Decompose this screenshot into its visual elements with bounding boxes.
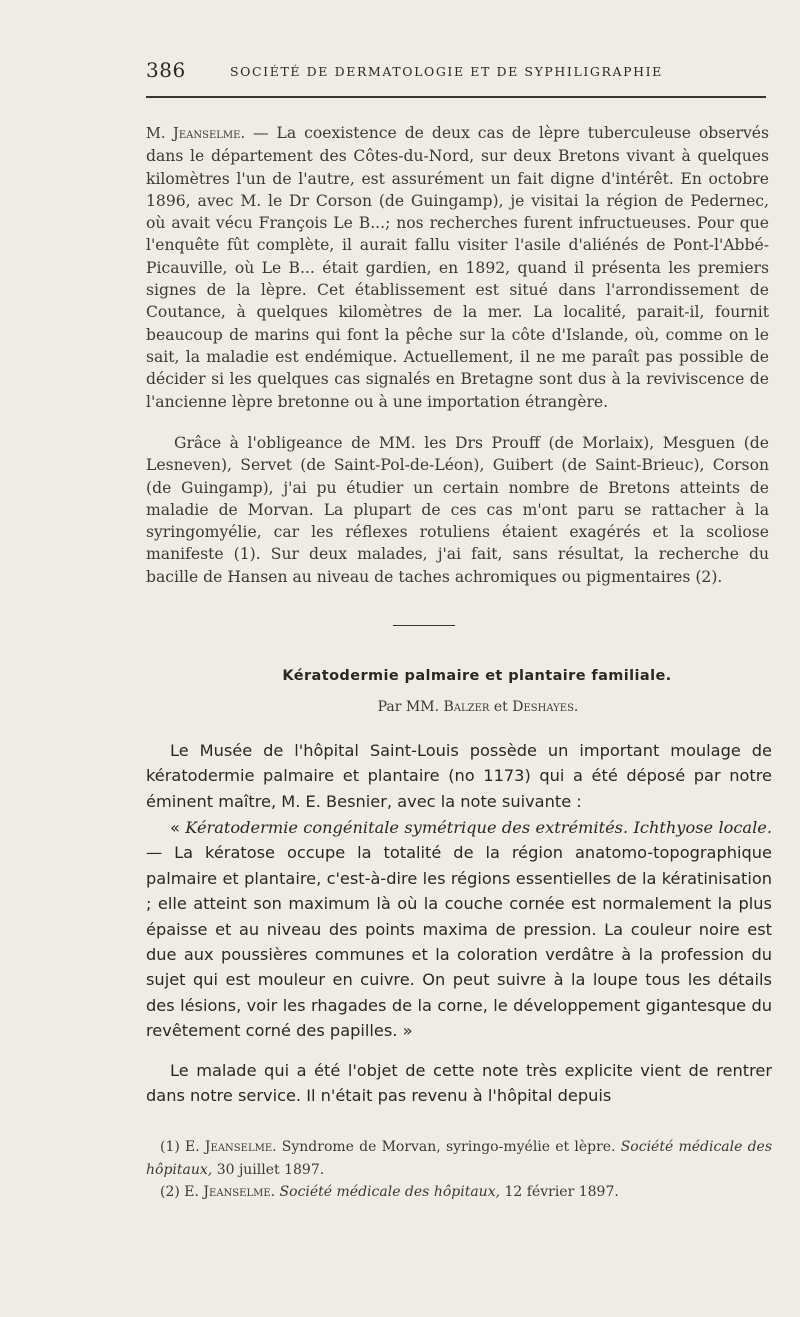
- footnote-1: [146, 1136, 772, 1181]
- section-divider: [393, 625, 455, 626]
- paragraph-text: — La coexistence de deux cas de lèpre tuberculeuse observés dans le département des Côtes-du-Nord, sur deux Bretons vivant à quelques kilomètres l'un de l'autre, est assurément un fait digne d'intérêt. En octobre 1896, avec M. le Dr Corson (de Guingamp), je visitai la région de Pedernec, où avait vécu François Le B...; nos recherches furent infructueuses. Pour que l'enquête fût complète, il aurait fallu visiter l'asile d'aliénés de Pont-l'Abbé-Picauville, où Le B... était gardien, en 1892, quand il présenta les premiers signes de la lèpre. Cet établissement est situé dans l'arrondissement de Coutance, à quelques kilomètres de la mer. La localité, parait-il, fournit beaucoup de marins qui font la pêche sur la côte d'Islande, où, comme on le sait, la maladie est endémique. Actuellement, il ne me paraît pas possible de décider si les quelques cas signalés en Bretagne sont dus à la reviviscence de l'ancienne lèpre bretonne ou à une importation étrangère.: [146, 124, 769, 411]
- footnote-date: 12 février 1897.: [504, 1184, 619, 1200]
- authors-and: et: [493, 699, 508, 715]
- footnote-author: E. Jeanselme.: [185, 1139, 277, 1155]
- speaker-name: M. Jeanselme.: [146, 126, 246, 142]
- note-title-italic: Kératodermie congénitale symétrique des extrémités. Ichthyose locale.: [185, 818, 772, 837]
- open-quote: «: [170, 818, 180, 837]
- page-number: 386: [146, 58, 186, 82]
- paragraph-besnier-note: [146, 815, 772, 1044]
- footnote-journal: Société médicale des hôpitaux,: [279, 1184, 501, 1200]
- running-head: SOCIÉTÉ DE DERMATOLOGIE ET DE SYPHILIGRAPHIE: [230, 64, 663, 79]
- section-authors: [146, 699, 800, 715]
- paragraph-malade: Le malade qui a été l'objet de cette note très explicite vient de rentrer dans notre service. Il n'était pas revenu à l'hôpital depuis: [146, 1061, 772, 1106]
- footnote-2: [146, 1181, 772, 1204]
- page-header: [146, 58, 766, 88]
- author-balzer: Balzer: [443, 699, 490, 715]
- footnote-date: 30 juillet 1897.: [216, 1161, 325, 1178]
- paragraph-jeanselme: [146, 122, 769, 413]
- footnote-text: Syndrome de Morvan, syringo-myélie et lèpre.: [281, 1139, 616, 1155]
- footnote-author: E. Jeanselme.: [184, 1184, 276, 1200]
- section-title: Kératodermie palmaire et plantaire familiale.: [282, 668, 672, 684]
- authors-prefix: Par MM.: [377, 699, 440, 715]
- header-rule: [146, 96, 766, 98]
- note-text: — La kératose occupe la totalité de la région anatomo-topographique palmaire et plantaire, c'est-à-dire les régions essentielles de la kératinisation ; elle atteint son maximum là où la couche cornée est normalement la plus épaisse et au niveau des points maxima de pression. La couleur noire est due aux poussières communes et la coloration verdâtre à la profession du sujet qui est mouleur en cuivre. On peut suivre à la loupe tous les détails des lésions, voir les rhagades de la corne, le développement gigantesque du revêtement corné des papilles. »: [146, 843, 772, 1041]
- footnote-number: (2): [160, 1184, 180, 1200]
- footnote-journal: Société médicale des hôpitaux,: [146, 1139, 773, 1178]
- author-deshayes: Deshayes.: [512, 699, 579, 715]
- footnotes: [146, 1136, 772, 1204]
- paragraph-morvan: Grâce à l'obligeance de MM. les Drs Prouff (de Morlaix), Mesguen (de Lesneven), Servet (de Saint-Pol-de-Léon), Guibert (de Saint-Brieuc), Corson (de Guingamp), j'ai pu étudier un certain nombre de Bretons atteints de maladie de Morvan. La plupart de ces cas m'ont paru se rattacher à la syringomyélie, car les réflexes rotuliens étaient exagérés et la scoliose manifeste (1). Sur deux malades, j'ai fait, sans résultat, la recherche du bacille de Hansen au niveau de taches achromiques ou pigmentaires (2).: [146, 434, 769, 586]
- paragraph-musee: Le Musée de l'hôpital Saint-Louis possède un important moulage de kératodermie palmaire et plantaire (no 1173) qui a été déposé par notre éminent maître, M. E. Besnier, avec la note suivante :: [146, 741, 772, 811]
- footnote-number: (1): [160, 1139, 180, 1155]
